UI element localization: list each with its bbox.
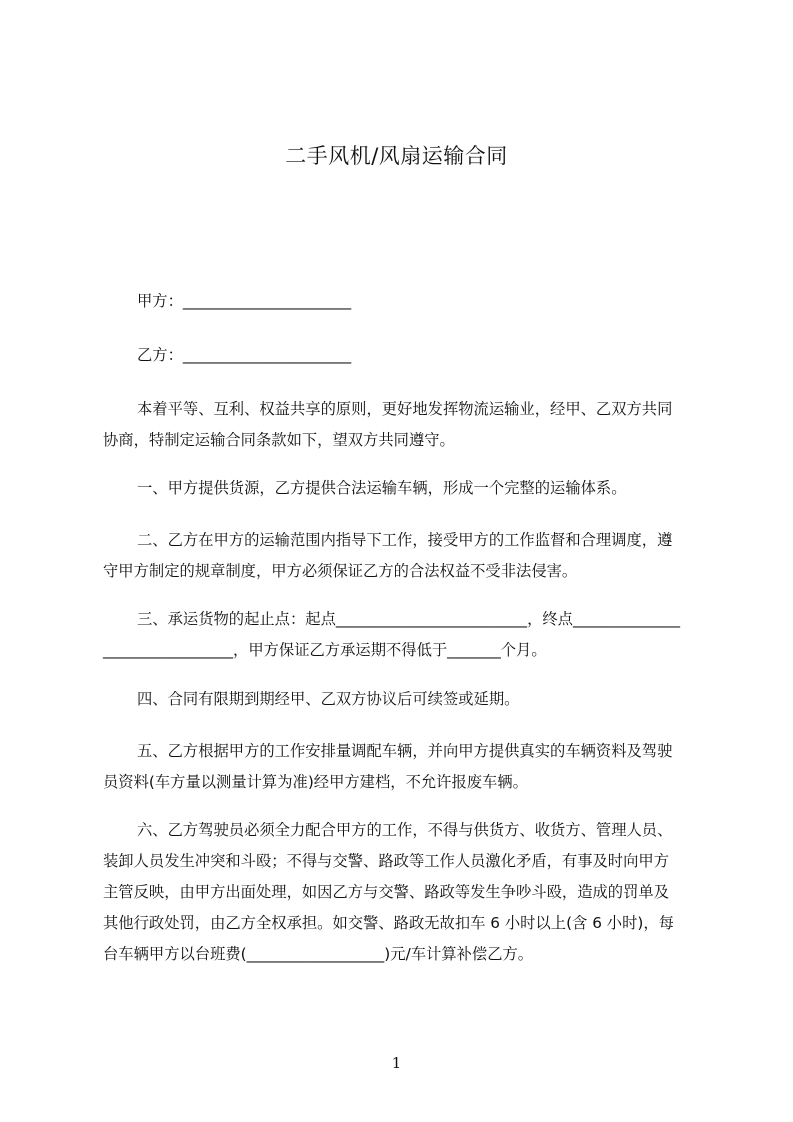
clause-5 — [103, 736, 701, 798]
clause-1-line-1: 一、甲方提供货源，乙方提供合法运输车辆，形成一个完整的运输体系。 — [137, 479, 627, 497]
clause-4 — [103, 684, 701, 715]
intro-line-1: 本着平等、互利、权益共享的原则，更好地发挥物流运输业，经甲、乙双方共同 — [137, 400, 673, 418]
clause-6 — [103, 815, 701, 970]
clause-6-line-1: 六、乙方驾驶员必须全力配合甲方的工作，不得与供货方、收货方、管理人员、 — [137, 821, 673, 839]
clause-3-line-1: 三、承运货物的起止点：起点_________________________，终点______________ — [137, 610, 681, 628]
party-b-line: 乙方：______________________ — [137, 346, 352, 364]
clause-3-line-2: _________________，甲方保证乙方承运期不得低于_______个月。 — [103, 641, 547, 659]
clause-2-line-1: 二、乙方在甲方的运输范围内指导下工作，接受甲方的工作监督和合理调度，遵 — [137, 531, 673, 549]
clause-2 — [103, 525, 701, 587]
intro-paragraph — [103, 394, 701, 456]
clause-6-line-2: 装卸人员发生冲突和斗殴；不得与交警、路政等工作人员激化矛盾，有事及时向甲方 — [103, 852, 669, 870]
clause-5-line-2: 员资料(车方量以测量计算为准)经甲方建档，不允许报废车辆。 — [103, 773, 528, 791]
page-number: 1 — [391, 1054, 402, 1072]
clause-4-line-1: 四、合同有限期到期经甲、乙双方协议后可续签或延期。 — [137, 690, 520, 708]
document-title: 二手风机/风扇运输合同 — [285, 144, 508, 168]
party-a-line: 甲方：______________________ — [137, 292, 352, 310]
clause-1 — [103, 473, 701, 504]
clause-6-line-5: 台车辆甲方以台班费(__________________)元/车计算补偿乙方。 — [103, 945, 534, 963]
clause-6-line-3: 主管反映，由甲方出面处理，如因乙方与交警、路政等发生争吵斗殴，造成的罚单及 — [103, 883, 669, 901]
clause-2-line-2: 守甲方制定的规章制度，甲方必须保证乙方的合法权益不受非法侵害。 — [103, 562, 578, 580]
clause-6-line-4: 其他行政处罚，由乙方全权承担。如交警、路政无故扣车 6 小时以上(含 6 小时)，每 — [103, 914, 674, 932]
clause-5-line-1: 五、乙方根据甲方的工作安排量调配车辆，并向甲方提供真实的车辆资料及驾驶 — [137, 742, 673, 760]
intro-line-2: 协商，特制定运输合同条款如下，望双方共同遵守。 — [103, 431, 455, 449]
clause-3 — [103, 604, 701, 666]
